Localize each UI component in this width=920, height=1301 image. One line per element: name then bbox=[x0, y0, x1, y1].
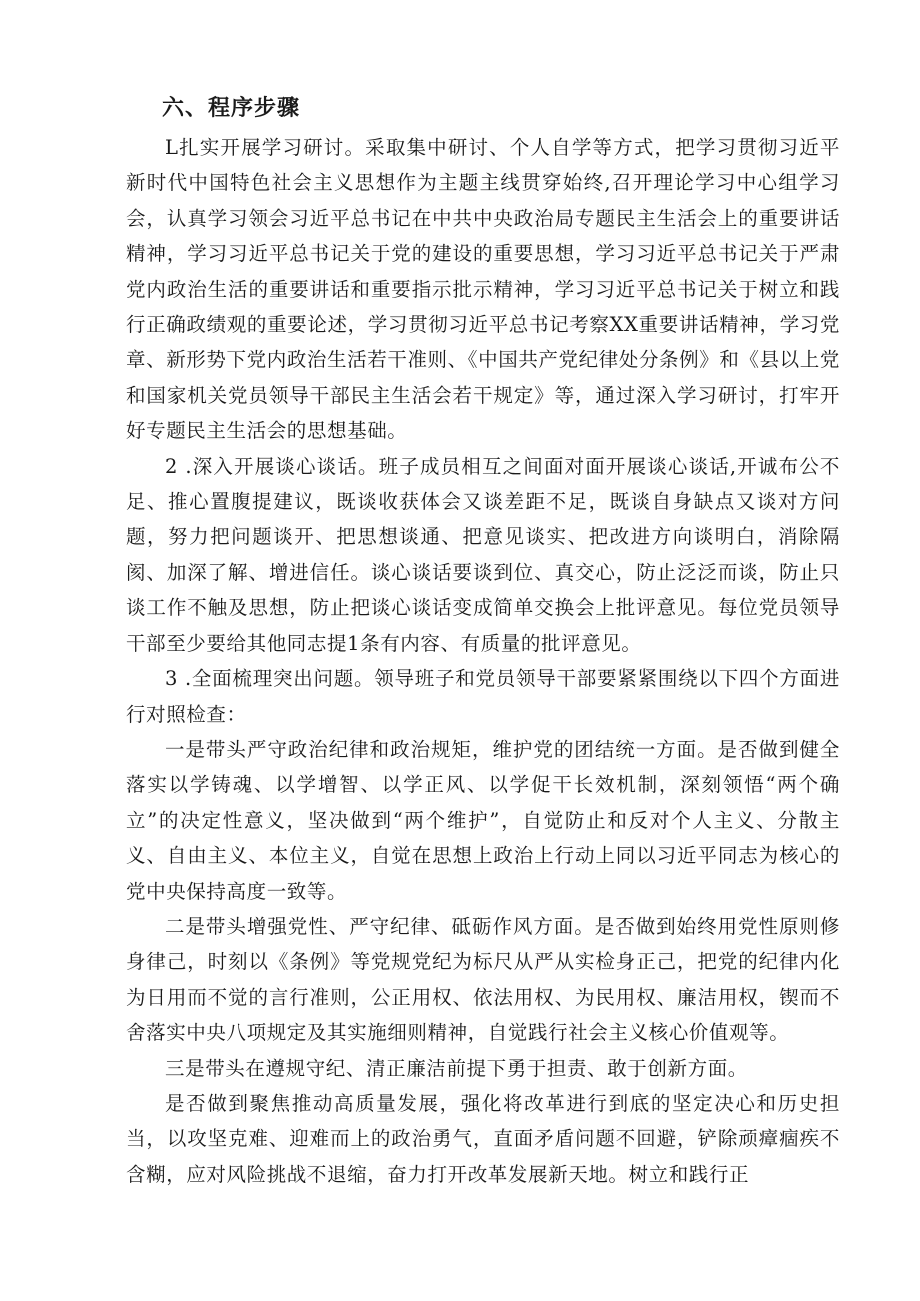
paragraph-talks: 2 .深入开展谈心谈话。班子成员相互之间面对面开展谈心谈话,开诚布公不足、推心置腹提建议，既谈收获体会又谈差距不足，既谈自身缺点又谈对方问题，努力把问题谈开、把思想谈通、把意见谈实、把改进方向谈明白，消除隔阂、加深了解、增进信任。谈心谈话要谈到位、真交心，防止泛泛而谈，防止只谈工作不触及思想，防止把谈心谈话变成简单交换会上批评意见。每位党员领导干部至少要给其他同志提1条有内容、有质量的批评意见。 bbox=[126, 454, 840, 655]
paragraph-point-three: 三是带头在遵规守纪、清正廉洁前提下勇于担责、敢于创新方面。 bbox=[165, 1056, 748, 1080]
section-heading: 六、程序步骤 bbox=[162, 96, 301, 121]
paragraph-study: L扎实开展学习研讨。采取集中研讨、个人自学等方式，把学习贯彻习近平新时代中国特色社会主义思想作为主题主线贯穿始终,召开理论学习中心组学习会，认真学习领会习近平总书记在中共中央政治局专题民主生活会上的重要讲话精神，学习习近平总书记关于党的建设的重要思想，学习习近平总书记关于严肃党内政治生活的重要讲话和重要指示批示精神，学习习近平总书记关于树立和践行正确政绩观的重要论述，学习贯彻习近平总书记考察XX重要讲话精神，学习党章、新形势下党内政治生活若干准则、《中国共产党纪律处分条例》和《县以上党和国家机关党员领导干部民主生活会若干规定》等，通过深入学习研讨，打牢开好专题民主生活会的思想基础。 bbox=[126, 136, 840, 443]
paragraph-point-one: 一是带头严守政治纪律和政治规矩，维护党的团结统一方面。是否做到健全落实以学铸魂、以学增智、以学正风、以学促干长效机制，深刻领悟“两个确立”的决定性意义，坚决做到“两个维护”，自觉防止和反对个人主义、分散主义、自由主义、本位主义，自觉在思想上政治上行动上同以习近平同志为核心的党中央保持高度一致等。 bbox=[126, 737, 840, 903]
paragraph-point-three-detail: 是否做到聚焦推动高质量发展，强化将改革进行到底的坚定决心和历史担当，以攻坚克难、迎难而上的政治勇气，直面矛盾问题不回避，铲除顽瘴痼疾不含糊，应对风险挑战不退缩，奋力打开改革发展新天地。树立和践行正 bbox=[126, 1091, 840, 1186]
paragraph-problems: 3 .全面梳理突出问题。领导班子和党员领导干部要紧紧围绕以下四个方面进行对照检查： bbox=[126, 667, 840, 726]
paragraph-point-two: 二是带头增强党性、严守纪律、砥砺作风方面。是否做到始终用党性原则修身律己，时刻以《条例》等党规党纪为标尺从严从实检身正己，把党的纪律内化为日用而不觉的言行准则，公正用权、依法用权、为民用权、廉洁用权，锲而不舍落实中央八项规定及其实施细则精神，自觉践行社会主义核心价值观等。 bbox=[126, 914, 840, 1045]
